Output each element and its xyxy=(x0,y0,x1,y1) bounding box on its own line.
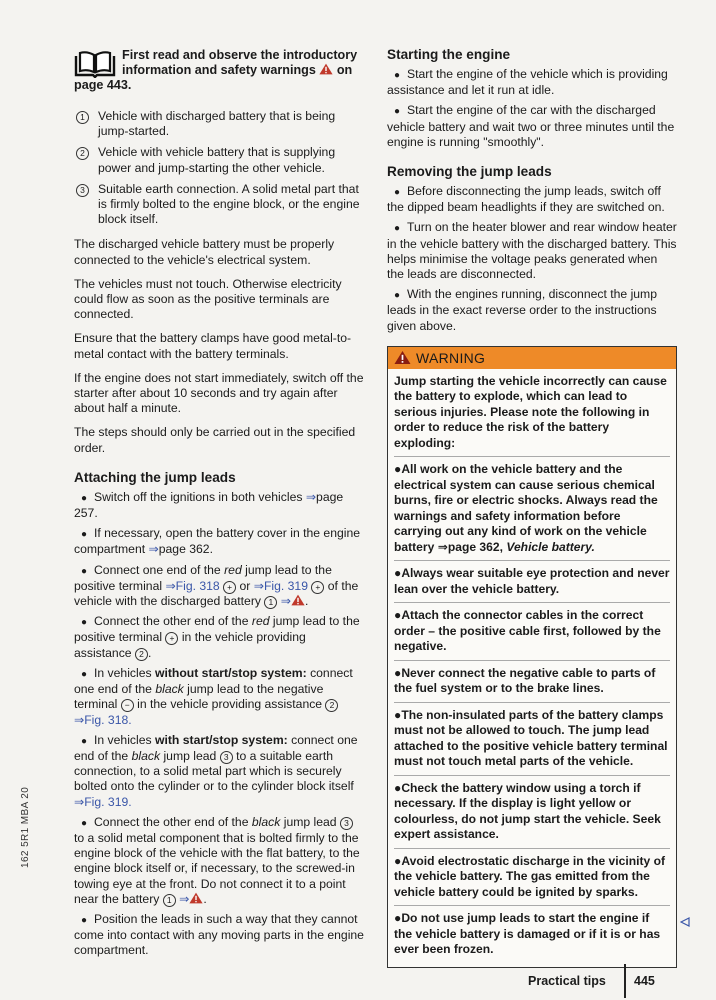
emphasis: Vehicle battery. xyxy=(506,539,595,554)
warning-triangle-icon xyxy=(189,892,203,904)
item-text: or xyxy=(239,578,251,593)
number-3-icon: 3 xyxy=(340,817,353,830)
strong-text: with start/stop system: xyxy=(154,732,288,747)
item-text: jump lead xyxy=(163,748,217,763)
item-text: connect one end of the xyxy=(74,732,358,763)
intro-page-ref: on page 443. xyxy=(74,63,353,92)
arrow-icon: ⇒ xyxy=(165,578,176,593)
list-item: ● Connect the other end of the black jump lead 3 to a solid metal component that is bolted firmly to the engine block of the vehicle with the flat battery, to the engine block itself or, if necessary, to the screwed-in towing eye at the front. Do not connect it to a point near the battery 1 ⇒ . xyxy=(74,814,360,906)
paragraph: Ensure that the battery clamps have good metal-to-metal contact with the battery terminals. xyxy=(74,331,352,361)
warning-item xyxy=(394,456,670,560)
paragraph: The discharged vehicle battery must be properly connected to the vehicle's electrical system. xyxy=(74,237,335,267)
item-text: Connect the other end of the xyxy=(94,614,249,629)
item-text: in the vehicle providing assistance xyxy=(137,697,323,712)
item-text: All work on the vehicle battery and the electrical system can cause serious chemical burns, fire or electric shocks. Always read the warnings and safety information before carrying out any kind of work on the vehicle battery xyxy=(394,462,658,554)
plus-icon: + xyxy=(311,581,324,594)
strong-text: without start/stop system: xyxy=(154,665,307,680)
item-text: jump lead to the negative terminal xyxy=(74,682,324,712)
number-2-icon: 2 xyxy=(76,147,89,160)
list-item xyxy=(74,666,366,728)
list-item xyxy=(387,103,677,150)
bullet-icon: ● xyxy=(80,565,88,577)
page-link[interactable]: page 362. xyxy=(158,542,213,557)
emphasis: red xyxy=(251,614,270,629)
list-item xyxy=(74,490,366,521)
legend-text: Vehicle with vehicle battery that is supplying power and jump-starting the other vehicle. xyxy=(98,145,336,175)
legend-text: Suitable earth connection. A solid metal part that is firmly bolted to the engine block, or the engine block itself. xyxy=(98,181,360,227)
open-book-icon xyxy=(74,50,116,78)
intro-note xyxy=(74,48,366,93)
arrow-icon: ⇒ xyxy=(280,594,291,609)
item-text: The non-insulated parts of the battery clamps must not be allowed to touch. The jump lead attached to the positive vehicle battery terminal must not touch metal parts of the vehicle. xyxy=(394,707,668,769)
warning-body xyxy=(388,369,676,967)
page-link[interactable]: page 257. xyxy=(74,489,344,521)
item-text: Check the battery window using a torch if necessary. If the display is light yellow or colourless, do not jump start the vehicle. Seek expert assistance. xyxy=(394,780,661,842)
item-text: in the vehicle providing assistance xyxy=(74,630,306,660)
list-item xyxy=(74,733,366,810)
item-text: If necessary, open the battery cover in the engine compartment xyxy=(74,526,361,557)
list-item xyxy=(387,287,677,334)
plus-icon: + xyxy=(165,632,178,645)
emphasis: red xyxy=(224,562,242,577)
bullet-icon: ● xyxy=(394,911,402,926)
item-text: jump lead xyxy=(283,814,337,829)
arrow-icon: ⇒ xyxy=(179,891,190,906)
item-text: Connect the other end of the xyxy=(94,814,249,829)
item-text: jump lead to the positive terminal xyxy=(74,562,332,593)
bullet-icon: ● xyxy=(394,462,402,477)
item-text: to a suitable earth connection, to a solid metal part which is securely bolted onto the cylinder or to the cylinder block itself xyxy=(74,748,354,794)
removing-heading: Removing the jump leads xyxy=(387,164,552,180)
arrow-icon: ⇒ xyxy=(437,539,448,554)
bullet-icon: ● xyxy=(394,707,402,722)
number-3-icon: 3 xyxy=(76,184,89,197)
warning-item xyxy=(394,702,670,775)
arrow-icon: ⇒ xyxy=(74,794,85,809)
number-2-icon: 2 xyxy=(325,699,338,712)
left-column xyxy=(74,44,366,964)
paragraph: The steps should only be carried out in the specified order. xyxy=(74,425,356,455)
warning-item xyxy=(394,775,670,848)
emphasis: black xyxy=(155,682,184,697)
item-text: Before disconnecting the jump leads, switch off the dipped beam headlights if they are switched on. xyxy=(387,184,665,215)
item-text: Do not use jump leads to start the engine if the vehicle battery is damaged or if it is or has ever been frozen. xyxy=(394,911,661,957)
bullet-icon: ● xyxy=(394,853,402,868)
bullet-icon: ● xyxy=(394,780,402,795)
item-text: Connect one end of the xyxy=(94,562,221,577)
figure-link[interactable]: Fig. 319 xyxy=(263,578,308,593)
bullet-icon: ● xyxy=(393,290,401,302)
number-1-icon: 1 xyxy=(264,596,277,609)
warning-item xyxy=(394,602,670,660)
plus-icon: + xyxy=(223,581,236,594)
arrow-icon: ⇒ xyxy=(148,542,159,557)
bullet-icon: ● xyxy=(80,617,88,629)
warning-intro: Jump starting the vehicle incorrectly can cause the battery to explode, which can lead to serious injuries. Please note the following in order to reduce the risk of the battery exploding: xyxy=(394,373,667,450)
item-text: Start the engine of the vehicle which is providing assistance and let it run at idle. xyxy=(387,67,668,98)
attaching-heading: Attaching the jump leads xyxy=(74,469,236,485)
bullet-icon: ● xyxy=(80,914,88,926)
page-link[interactable]: page 362, xyxy=(447,539,503,554)
emphasis: black xyxy=(251,814,281,829)
item-text: to a solid metal component that is bolted firmly to the engine block of the vehicle with the flat battery, to the engine block itself or, if necessary, to the screwed-in towing eye at the front. Do not connect it to a point near the battery xyxy=(74,830,360,906)
number-1-icon: 1 xyxy=(163,894,176,907)
figure-link[interactable]: Fig. 318. xyxy=(84,712,132,727)
item-text: Position the leads in such a way that they cannot come into contact with any moving parts in the engine compartment. xyxy=(74,911,364,958)
number-3-icon: 3 xyxy=(220,751,233,764)
bullet-icon: ● xyxy=(80,492,88,504)
bullet-icon: ● xyxy=(80,735,88,747)
right-column xyxy=(387,44,677,968)
bullet-icon: ● xyxy=(393,70,401,81)
arrow-icon: ⇒ xyxy=(253,578,264,593)
continue-arrow-icon xyxy=(680,917,690,927)
bullet-icon: ● xyxy=(394,665,402,680)
bullet-icon: ● xyxy=(394,566,402,581)
minus-icon: − xyxy=(121,699,134,712)
number-2-icon: 2 xyxy=(135,648,148,661)
list-item xyxy=(387,184,677,215)
item-text: Never connect the negative cable to parts of the fuel system or to the brake lines. xyxy=(394,665,656,696)
footer-divider xyxy=(624,964,626,998)
bullet-icon: ● xyxy=(393,187,401,199)
legend-text: Vehicle with discharged battery that is being jump-started. xyxy=(98,109,336,139)
item-text: Attach the connector cables in the correct order – the positive cable first, followed by the negative. xyxy=(394,608,661,654)
arrow-icon: ⇒ xyxy=(74,712,85,727)
item-text: With the engines running, disconnect the jump leads in the exact reverse order to the instructions given above. xyxy=(387,287,657,333)
item-text: Avoid electrostatic discharge in the vicinity of the vehicle battery. The gas emitted from the vehicle battery could be ignited by sparks. xyxy=(394,853,665,899)
arrow-icon: ⇒ xyxy=(305,489,317,504)
item-text: Start the engine of the car with the discharged vehicle battery and wait two or three minutes until the engine is running "smoothly". xyxy=(387,103,675,149)
item-text: In vehicles xyxy=(94,732,152,747)
item-text: jump lead to the positive terminal xyxy=(74,614,360,645)
bullet-icon: ● xyxy=(80,817,88,829)
list-item: ● Connect the other end of the red jump lead to the positive terminal + in the vehicle providing assistance 2 . xyxy=(74,614,360,660)
item-text: Switch off the ignitions in both vehicles xyxy=(94,489,303,504)
document-code: 162 5R1 MBA 20 xyxy=(20,786,31,868)
starting-heading: Starting the engine xyxy=(387,47,511,62)
warning-title: WARNING xyxy=(416,349,486,366)
list-item xyxy=(74,912,366,959)
footer-section: Practical tips xyxy=(528,974,606,988)
warning-triangle-icon xyxy=(394,350,411,365)
bullet-icon: ● xyxy=(393,223,401,235)
legend-list xyxy=(74,109,366,227)
paragraph: If the engine does not start immediately, switch off the starter after about 10 seconds and try again after about half a minute. xyxy=(74,370,364,416)
legend-item-1 xyxy=(74,109,366,139)
number-1-icon: 1 xyxy=(76,111,89,124)
intro-text: First read and observe the introductory information and safety warnings xyxy=(122,48,358,77)
warning-item xyxy=(394,560,670,602)
warning-header xyxy=(388,347,676,369)
item-text: of the vehicle with the discharged battery xyxy=(74,578,359,609)
item-text: Always wear suitable eye protection and never lean over the vehicle battery. xyxy=(394,566,670,596)
list-item: ● Connect one end of the red jump lead to the positive terminal ⇒Fig. 318 + or ⇒Fig. 319 + of the vehicle with the discharged battery 1 ⇒ . xyxy=(74,562,359,609)
item-text: In vehicles xyxy=(94,665,152,680)
warning-item xyxy=(394,905,670,963)
warning-item xyxy=(394,660,670,702)
list-item xyxy=(74,526,366,557)
list-item xyxy=(387,67,677,98)
bullet-icon: ● xyxy=(80,529,88,541)
page-number: 445 xyxy=(634,974,655,988)
warning-triangle-icon xyxy=(319,63,333,75)
list-item xyxy=(387,220,677,282)
legend-item-3 xyxy=(74,182,366,228)
warning-item xyxy=(394,848,670,906)
bullet-icon: ● xyxy=(80,668,88,680)
warning-triangle-icon xyxy=(291,594,305,606)
figure-link[interactable]: Fig. 318 xyxy=(175,578,220,593)
bullet-icon: ● xyxy=(393,106,401,118)
emphasis: black xyxy=(131,748,161,763)
figure-link[interactable]: Fig. 319. xyxy=(84,794,132,809)
warning-box xyxy=(387,346,677,968)
item-text: connect one end of the xyxy=(74,665,353,697)
paragraph: The vehicles must not touch. Otherwise electricity could flow as soon as the positive terminals are connected. xyxy=(74,276,342,322)
legend-item-2 xyxy=(74,145,366,175)
item-text: Turn on the heater blower and rear window heater in the vehicle battery with the discharged battery. This helps minimise the voltage peaks generated when the leads are disconnected. xyxy=(387,220,677,282)
bullet-icon: ● xyxy=(394,608,402,623)
